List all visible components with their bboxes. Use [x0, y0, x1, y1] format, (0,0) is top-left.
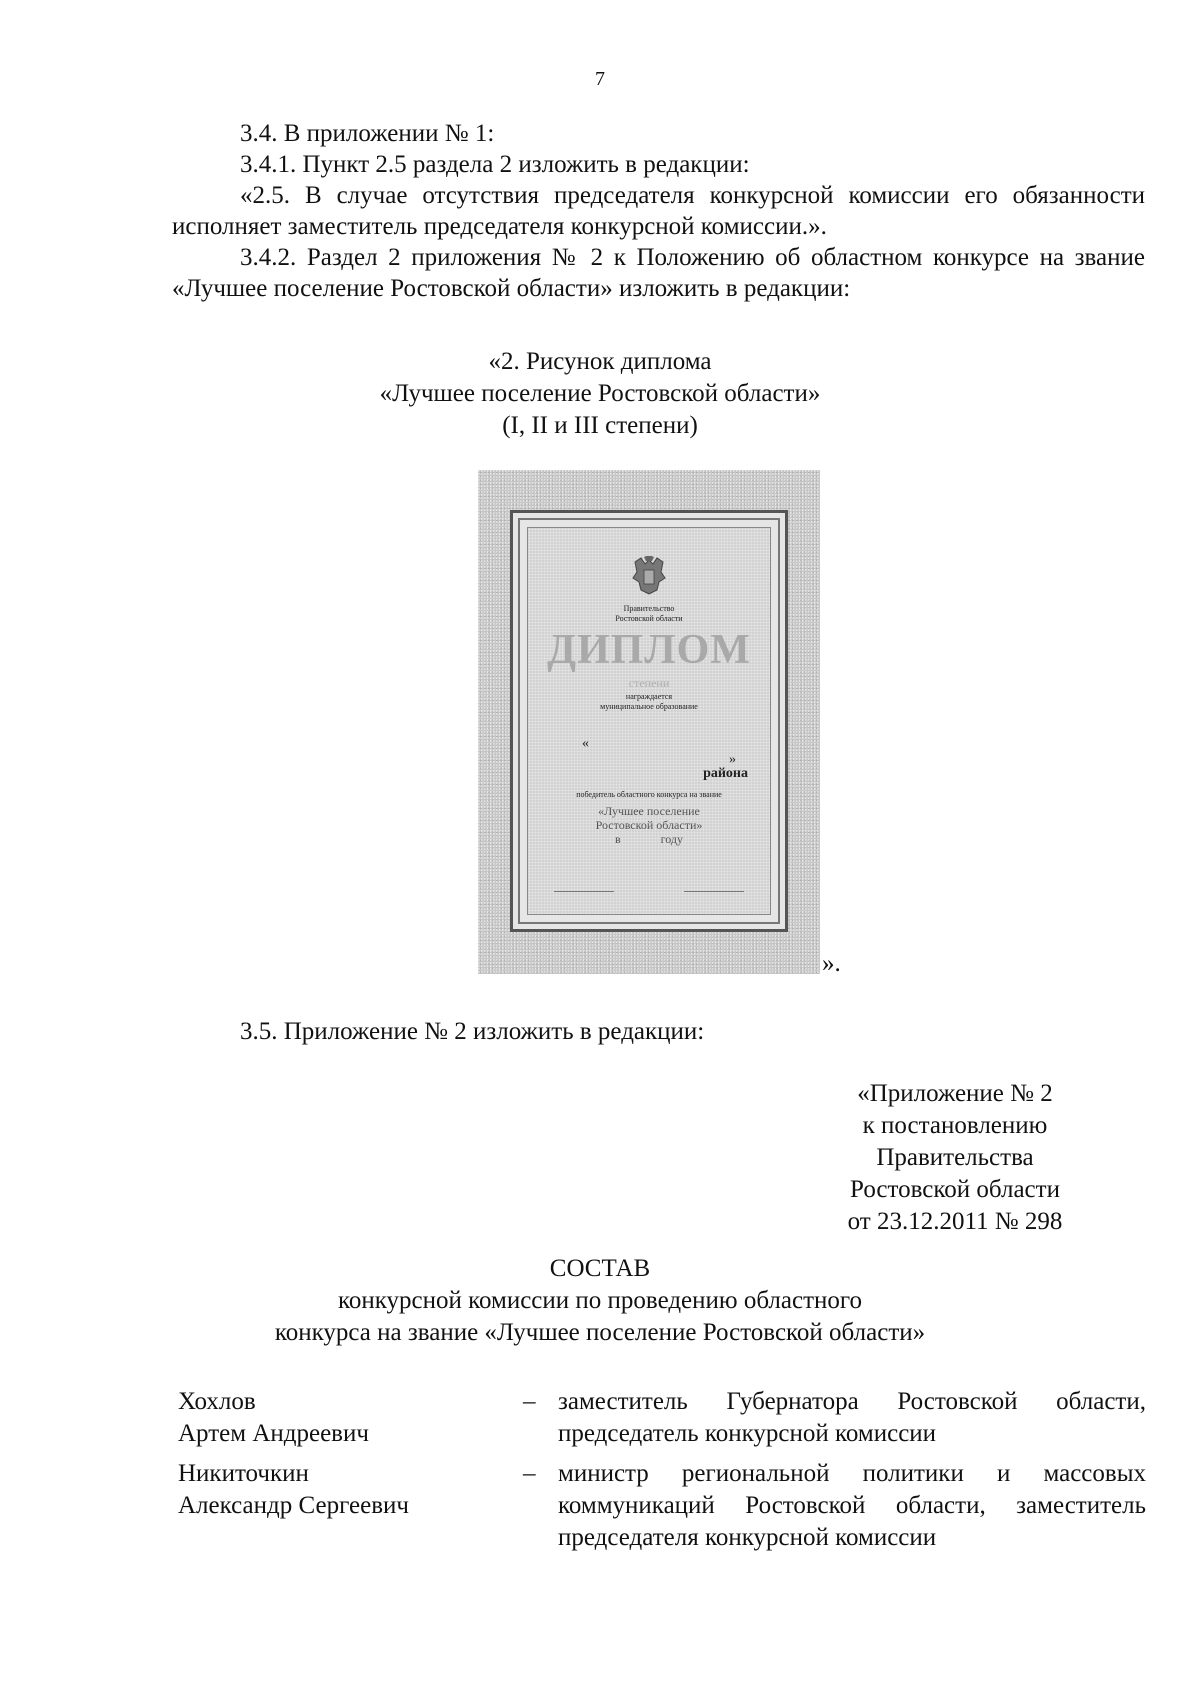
member-surname: Хохлов — [178, 1388, 256, 1415]
diploma-awarded-line2: муниципальное образование — [600, 702, 698, 711]
amendment-text — [172, 118, 1145, 304]
member-dash: – — [523, 1460, 536, 1487]
member-name — [178, 1458, 508, 1522]
paragraph-3-5-block — [172, 1016, 1145, 1047]
diploma-winner-line: победитель областного конкурса на звание — [576, 790, 722, 799]
paragraph-3-5: 3.5. Приложение № 2 изложить в редакции: — [240, 1018, 705, 1045]
paragraph-3-4-1: 3.4.1. Пункт 2.5 раздела 2 изложить в редакции: — [240, 151, 750, 178]
figure-caption-line2: «Лучшее поселение Ростовской области» — [379, 380, 821, 407]
appendix-ref-line4: Ростовской области — [850, 1176, 1060, 1203]
paragraph-2-5-quote: «2.5. В случае отсутствия председателя конкурсной комиссии его обязанности исполняет заместитель председателя конкурсной комиссии.». — [172, 182, 1145, 240]
figure-caption-line1: «2. Рисунок диплома — [488, 348, 712, 375]
member-given-name: Артем Андреевич — [178, 1420, 369, 1447]
member-dash: – — [523, 1388, 536, 1415]
diploma-year-in: в — [614, 832, 621, 846]
appendix-ref-line1: «Приложение № 2 — [857, 1080, 1053, 1107]
diploma-close-quote: » — [729, 752, 736, 767]
diploma-frame — [510, 510, 788, 932]
figure-caption — [0, 346, 1200, 442]
diploma-image — [478, 470, 820, 974]
diploma-issuer-line2: Ростовской области — [615, 614, 683, 623]
composition-subtitle2: конкурса на звание «Лучшее поселение Ростовской области» — [274, 1319, 926, 1346]
figure-end-quote: ». — [822, 950, 841, 977]
composition-title: СОСТАВ — [549, 1255, 651, 1282]
composition-subtitle1: конкурсной комиссии по проведению областного — [337, 1287, 863, 1314]
page-number: 7 — [595, 68, 605, 90]
member-row — [178, 1458, 1146, 1554]
member-row — [178, 1386, 1146, 1450]
diploma-awarded-line1: награждается — [625, 692, 673, 701]
diploma-year — [528, 832, 770, 846]
member-role: заместитель Губернатора Ростовской области, председатель конкурсной комиссии — [558, 1388, 1146, 1447]
member-name — [178, 1386, 508, 1450]
composition-heading — [0, 1253, 1200, 1349]
signature-line-right — [684, 891, 744, 892]
diploma-open-quote: « — [582, 736, 589, 751]
paragraph-3-4-2: 3.4.2. Раздел 2 приложения № 2 к Положению об областном конкурсе на звание «Лучшее поселение Ростовской области» изложить в редакции: — [172, 244, 1145, 302]
diploma-contest-line1: «Лучшее поселение — [598, 804, 700, 818]
member-surname: Никиточкин — [178, 1460, 309, 1487]
commission-members — [178, 1386, 1146, 1562]
paragraph-3-4: 3.4. В приложении № 1: — [240, 120, 495, 147]
diploma-year-god: году — [660, 832, 684, 846]
appendix-reference — [820, 1078, 1090, 1238]
diploma-contest-line2: Ростовской области» — [595, 818, 703, 832]
diploma-rayona: района — [703, 766, 748, 781]
signature-line-left — [554, 891, 614, 892]
appendix-ref-line3: Правительства — [876, 1144, 1034, 1171]
member-role: министр региональной политики и массовых коммуникаций Ростовской области, заместитель председателя конкурсной комиссии — [558, 1460, 1146, 1551]
appendix-ref-line2: к постановлению — [862, 1112, 1048, 1139]
coat-of-arms-icon — [631, 556, 667, 596]
member-given-name: Александр Сергеевич — [178, 1492, 409, 1519]
figure-caption-line3: (I, II и III степени) — [502, 412, 698, 439]
diploma-degree: степени — [628, 676, 670, 690]
diploma-issuer-line1: Правительство — [623, 604, 675, 613]
appendix-ref-line5: от 23.12.2011 № 298 — [847, 1208, 1063, 1235]
diploma-title: ДИПЛОМ — [547, 627, 751, 673]
